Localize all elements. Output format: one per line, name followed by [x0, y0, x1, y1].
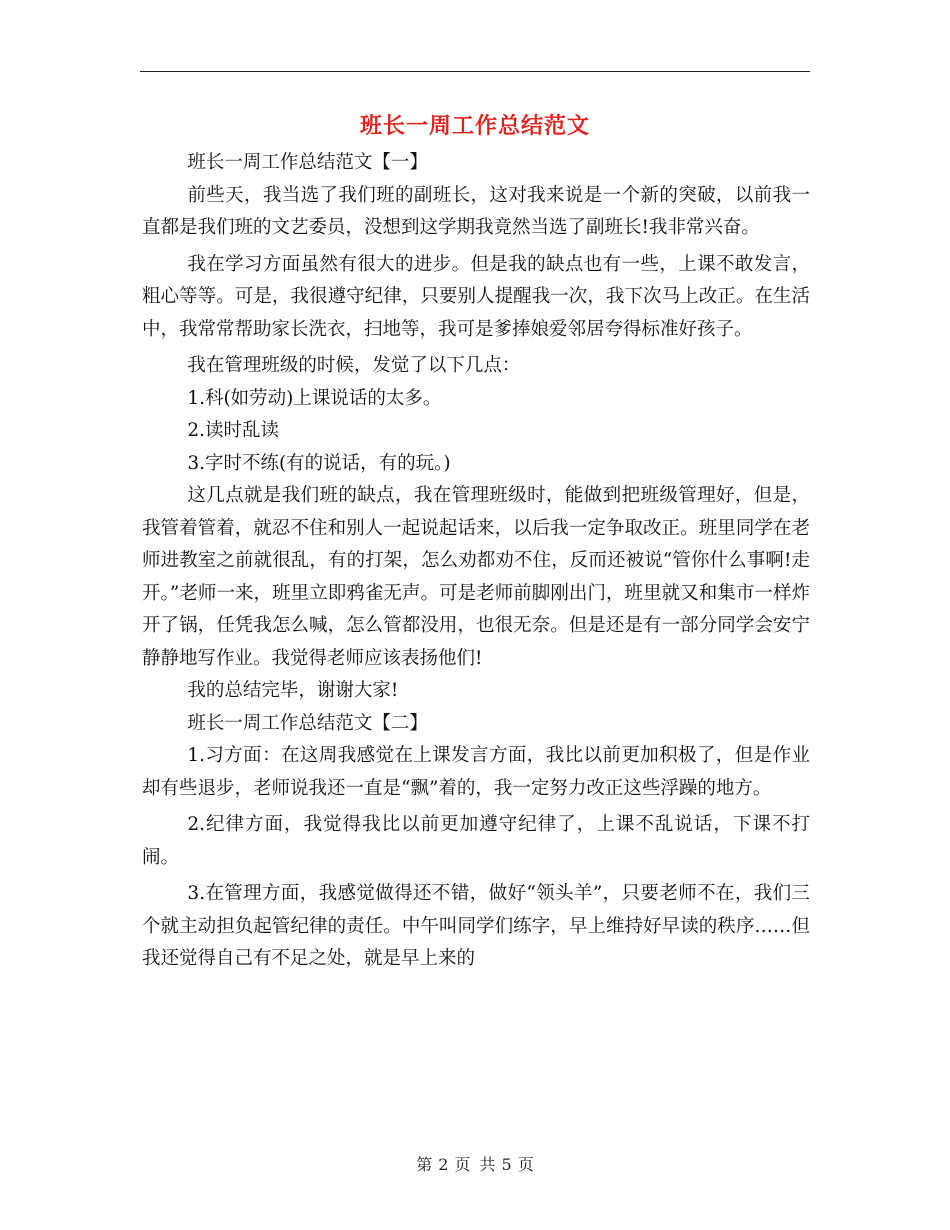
footer-suffix: 页 [517, 1155, 534, 1174]
document-title: 班长一周工作总结范文 [359, 113, 590, 139]
paragraph: 前些天，我当选了我们班的副班长，这对我来说是一个新的突破，以前我一直都是我们班的文艺委员，没想到这学期我竟然当选了副班长!我非常兴奋。 [142, 184, 810, 238]
footer-total-pages: 5 [501, 1155, 512, 1174]
list-item: 2.读时乱读 [187, 420, 279, 441]
footer-middle: 页 共 [454, 1155, 496, 1174]
section-heading-2: 班长一周工作总结范文【二】 [187, 712, 428, 734]
paragraph: 这几点就是我们班的缺点，我在管理班级时，能做到把班级管理好，但是，我管着管着，就忍不住和别人一起说起话来，以后我一定争取改正。班里同学在老师进教室之前就很乱，有的打架，怎么劝都劝不住，反而还被说“管你什么事啊!走开。”老师一来，班里立即鸦雀无声。可是老师前脚刚出门，班里就又和集市一样炸开了锅，任凭我怎么喊，怎么管都没用，也很无奈。但是还是有一部分同学会安宁静静地写作业。我觉得老师应该表扬他们! [142, 485, 810, 669]
paragraph: 我的总结完毕，谢谢大家! [187, 680, 399, 701]
paragraph: 2.纪律方面，我觉得我比以前更加遵守纪律了，上课不乱说话，下课不打闹。 [142, 814, 810, 868]
paragraph: 3.在管理方面，我感觉做得还不错，做好“领头羊”，只要老师不在，我们三个就主动担负起管纪律的责任。中午叫同学们练字，早上维持好早读的秩序……但我还觉得自己有不足之处，就是早上来的 [142, 883, 810, 969]
list-item: 1.科(如劳动)上课说话的太多。 [187, 387, 442, 409]
paragraph: 我在学习方面虽然有很大的进步。但是我的缺点也有一些，上课不敢发言，粗心等等。可是，我很遵守纪律，只要别人提醒我一次，我下次马上改正。在生活中，我常常帮助家长洗衣，扫地等，我可是爹捧娘爱邻居夸得标准好孩子。 [142, 253, 810, 340]
list-item: 3.字时不练(有的说话，有的玩。) [187, 452, 451, 474]
footer-page-number: 2 [438, 1155, 449, 1174]
paragraph: 我在管理班级的时候，发觉了以下几点： [187, 355, 521, 376]
paragraph: 1.习方面：在这周我感觉在上课发言方面，我比以前更加积极了，但是作业却有些退步，老师说我还一直是“飘”着的，我一定努力改正这些浮躁的地方。 [142, 745, 810, 799]
document-body [142, 147, 810, 976]
footer-prefix: 第 [416, 1155, 433, 1174]
section-heading-1: 班长一周工作总结范文【一】 [187, 152, 428, 173]
header-rule [140, 71, 810, 72]
page-footer [0, 1152, 950, 1175]
